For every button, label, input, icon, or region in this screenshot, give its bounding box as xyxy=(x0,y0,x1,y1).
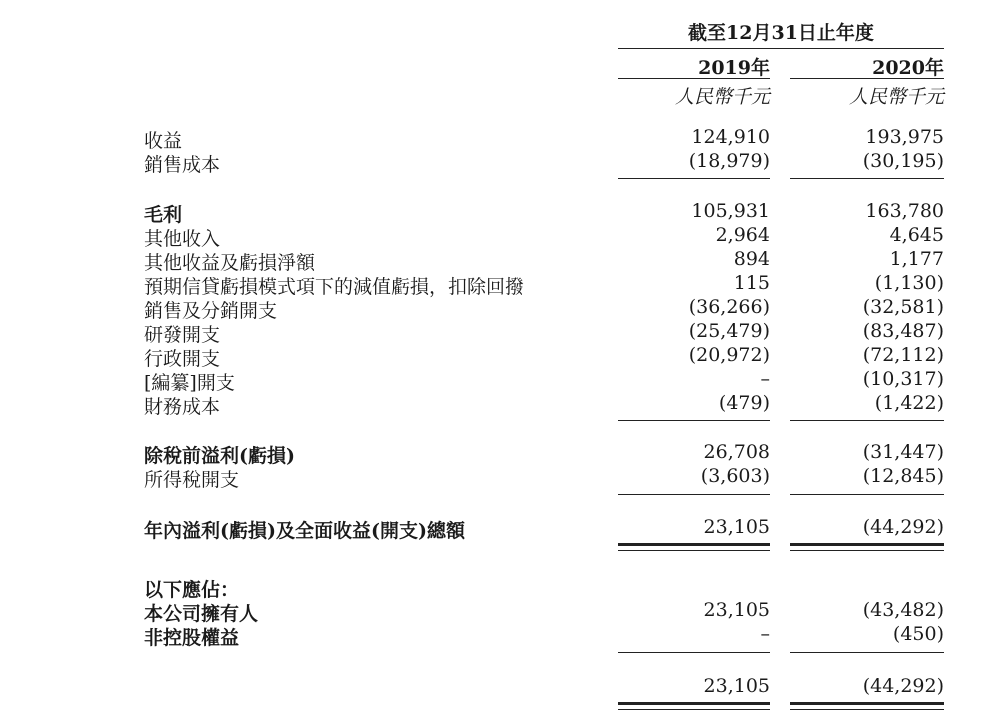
row-label: 銷售及分銷開支 xyxy=(144,300,278,322)
subtotal-rule-2019 xyxy=(618,652,770,653)
double-rule-2019 xyxy=(618,702,770,708)
value-2019: (20,972) xyxy=(688,344,770,366)
table-row-other-gains-losses xyxy=(0,248,996,272)
value-2019: 124,910 xyxy=(691,126,770,148)
table-row-profit-before-tax xyxy=(0,441,996,465)
row-label: 非控股權益 xyxy=(144,627,240,649)
value-2020: (1,130) xyxy=(874,272,944,294)
subtotal-rule-2020 xyxy=(790,494,944,495)
column-header-2019: 2019年 xyxy=(698,57,770,79)
row-label: 其他收益及虧損淨額 xyxy=(144,252,316,274)
value-2020: (31,447) xyxy=(862,441,944,463)
unit-label-2020: 人民幣千元 xyxy=(848,86,944,108)
subtotal-rule-2019 xyxy=(618,494,770,495)
value-2019: (479) xyxy=(718,392,770,414)
row-label: 所得稅開支 xyxy=(144,469,240,491)
table-row-gross-profit xyxy=(0,200,996,224)
row-label: 除稅前溢利(虧損) xyxy=(144,445,295,467)
value-2019: (25,479) xyxy=(688,320,770,342)
value-2020: 1,177 xyxy=(889,248,944,270)
value-2019: 23,105 xyxy=(703,675,770,697)
row-label: 以下應佔： xyxy=(144,579,240,601)
table-row-selling-distribution xyxy=(0,296,996,320)
table-row-redacted-expenses xyxy=(0,368,996,392)
value-2020: 4,645 xyxy=(889,224,944,246)
value-2019: 23,105 xyxy=(703,516,770,538)
table-row-revenue xyxy=(0,126,996,150)
row-label: 年內溢利(虧損)及全面收益(開支)總額 xyxy=(144,520,465,542)
value-2020: (32,581) xyxy=(862,296,944,318)
value-2019: 894 xyxy=(733,248,770,270)
value-2020: (44,292) xyxy=(862,516,944,538)
row-label: 本公司擁有人 xyxy=(144,603,259,625)
double-rule-2019-lower xyxy=(618,550,770,551)
value-2019: 115 xyxy=(733,272,770,294)
value-2019: – xyxy=(760,368,770,390)
double-rule-2020-lower xyxy=(790,709,944,710)
row-label: 毛利 xyxy=(144,204,183,226)
value-2019: (18,979) xyxy=(688,150,770,172)
double-rule-2019-lower xyxy=(618,709,770,710)
value-2019: 105,931 xyxy=(691,200,770,222)
value-2020: 163,780 xyxy=(865,200,944,222)
row-label: 其他收入 xyxy=(144,228,221,250)
header-rule xyxy=(618,48,944,49)
table-row-cost-of-sales xyxy=(0,150,996,174)
double-rule-2020 xyxy=(790,543,944,549)
value-2020: (43,482) xyxy=(862,599,944,621)
row-label: 預期信貸虧損模式項下的減值虧損，扣除回撥 xyxy=(144,276,525,298)
row-label: 行政開支 xyxy=(144,348,221,370)
year-rule-2020 xyxy=(790,78,944,79)
value-2020: (44,292) xyxy=(862,675,944,697)
value-2019: 23,105 xyxy=(703,599,770,621)
row-label: 財務成本 xyxy=(144,396,221,418)
row-label: 研發開支 xyxy=(144,324,221,346)
subtotal-rule-2019 xyxy=(618,420,770,421)
table-row-finance-costs xyxy=(0,392,996,416)
value-2020: (10,317) xyxy=(862,368,944,390)
column-header-period: 截至12月31日止年度 xyxy=(688,22,874,44)
subtotal-rule-2020 xyxy=(790,652,944,653)
table-row-other-income xyxy=(0,224,996,248)
value-2020: (12,845) xyxy=(862,465,944,487)
table-row-rnd xyxy=(0,320,996,344)
double-rule-2020-lower xyxy=(790,550,944,551)
double-rule-2019 xyxy=(618,543,770,549)
table-row-grand-total xyxy=(0,675,996,699)
value-2020: (30,195) xyxy=(862,150,944,172)
subtotal-rule-2020 xyxy=(790,420,944,421)
row-label: [編纂]開支 xyxy=(144,372,235,394)
value-2020: (72,112) xyxy=(862,344,944,366)
table-row-owners xyxy=(0,599,996,623)
value-2020: (450) xyxy=(892,623,944,645)
value-2020: (1,422) xyxy=(874,392,944,414)
value-2020: 193,975 xyxy=(865,126,944,148)
table-row-non-controlling xyxy=(0,623,996,647)
subtotal-rule-2020 xyxy=(790,178,944,179)
table-row-admin xyxy=(0,344,996,368)
value-2019: (36,266) xyxy=(688,296,770,318)
value-2019: – xyxy=(760,623,770,645)
table-row-total-comprehensive xyxy=(0,516,996,540)
value-2019: 2,964 xyxy=(715,224,770,246)
double-rule-2020 xyxy=(790,702,944,708)
table-row-attributable-to xyxy=(0,575,996,599)
unit-label-2019: 人民幣千元 xyxy=(674,86,770,108)
column-header-2020: 2020年 xyxy=(872,57,944,79)
row-label: 銷售成本 xyxy=(144,154,221,176)
value-2019: (3,603) xyxy=(700,465,770,487)
value-2020: (83,487) xyxy=(862,320,944,342)
row-label: 收益 xyxy=(144,130,183,152)
value-2019: 26,708 xyxy=(703,441,770,463)
table-row-income-tax xyxy=(0,465,996,489)
year-rule-2019 xyxy=(618,78,770,79)
table-row-impairment-losses xyxy=(0,272,996,296)
subtotal-rule-2019 xyxy=(618,178,770,179)
